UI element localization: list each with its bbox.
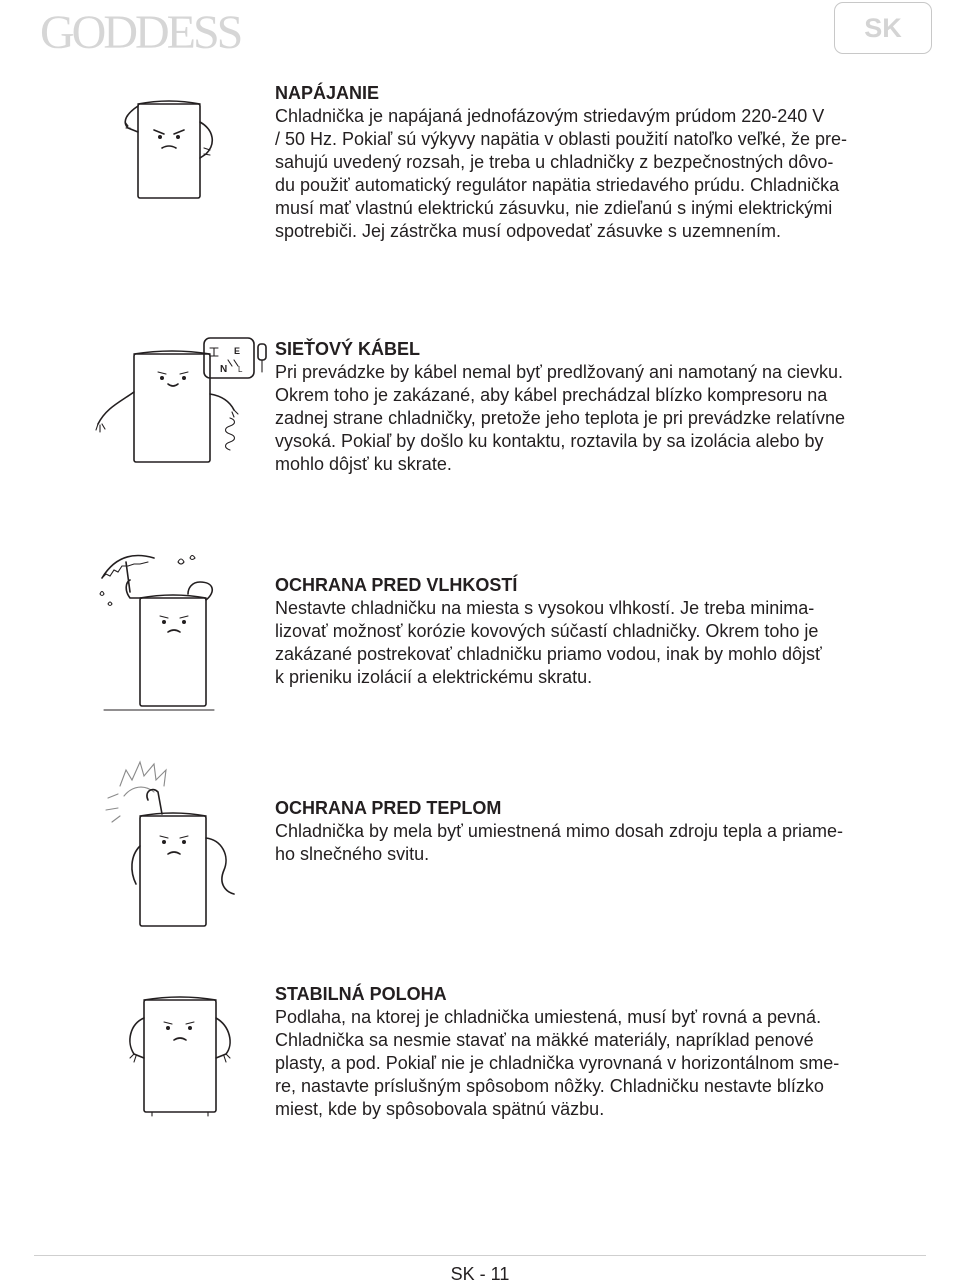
paragraph-line: Chladnička by mela byť umiestnená mimo dosah zdroju tepla a priame- — [275, 821, 844, 841]
footer-divider — [34, 1255, 926, 1256]
section-title: STABILNÁ POLOHA — [275, 984, 447, 1004]
section-power — [275, 82, 915, 243]
page-number: SK - 11 — [450, 1264, 510, 1284]
paragraph-line: plasty, a pod. Pokiaľ nie je chladnička vyrovnaná v horizontálnom sme- — [275, 1053, 840, 1073]
paragraph-line: Okrem toho je zakázané, aby kábel prechádzal blízko kompresoru na — [275, 385, 828, 405]
paragraph-line: miest, kde by spôsobovala spätnú väzbu. — [275, 1099, 605, 1119]
paragraph-line: spotrebiči. Jej zástrčka musí odpovedať zásuvke s uzemnením. — [275, 221, 781, 241]
section-power-cable — [275, 338, 915, 476]
socket-label-e: E — [234, 346, 241, 356]
logo-text: GODDESS — [40, 6, 241, 58]
socket-label-l: L — [238, 365, 243, 374]
goddess-logo-mark — [40, 6, 280, 58]
paragraph-line: zakázané postrekovať chladničku priamo vodou, inak by mohlo dôjsť — [275, 644, 822, 664]
paragraph-line: vysoká. Pokiaľ by došlo ku kontaktu, roztavila by sa izolácia alebo by — [275, 431, 824, 451]
section-stable-position — [275, 983, 915, 1121]
paragraph-line: Chladnička je napájaná jednofázovým striedavým prúdom 220-240 V — [275, 106, 825, 126]
section-title: SIEŤOVÝ KÁBEL — [275, 339, 421, 359]
paragraph-line: / 50 Hz. Pokiaľ sú výkyvy napätia v oblasti použití natoľko veľké, že pre- — [275, 129, 848, 149]
paragraph-line: Chladnička sa nesmie stavať na mäkké materiály, napríklad penové — [275, 1030, 814, 1050]
paragraph-line: ho slnečného svitu. — [275, 844, 430, 864]
paragraph-line: Pri prevádzke by kábel nemal byť predlžovaný ani namotaný na cievku. — [275, 362, 844, 382]
section-title: NAPÁJANIE — [275, 83, 380, 103]
paragraph-line: sahujú uvedený rozsah, je treba u chladničky z bezpečnostných dôvo- — [275, 152, 834, 172]
fridge-stable-illustration — [112, 988, 242, 1123]
paragraph-line: Nestavte chladničku na miesta s vysokou vlhkostí. Je treba minima- — [275, 598, 815, 618]
paragraph-line: zadnej strane chladničky, pretože jeho teplota je pri prevádzke relatívne — [275, 408, 845, 428]
paragraph-line: musí mať vlastnú elektrickú zásuvku, nie zdieľanú s inými elektrickými — [275, 198, 833, 218]
fridge-umbrella-illustration — [96, 542, 226, 717]
section-heat — [275, 797, 915, 866]
language-badge: SK — [834, 2, 932, 54]
paragraph-line: mohlo dôjsť ku skrate. — [275, 454, 452, 474]
paragraph-line: Podlaha, na ktorej je chladnička umiestená, musí byť rovná a pevná. — [275, 1007, 822, 1027]
brand-logo — [40, 6, 280, 56]
section-humidity — [275, 574, 915, 689]
section-title: OCHRANA PRED VLHKOSTÍ — [275, 575, 518, 595]
paragraph-line: k prieniku izolácií a elektrickému skratu. — [275, 667, 593, 687]
fridge-heat-illustration — [100, 756, 240, 936]
angry-fridge-illustration — [118, 92, 228, 207]
paragraph-line: du použiť automatický regulátor napätia striedavého prúdu. Chladnička — [275, 175, 840, 195]
section-title: OCHRANA PRED TEPLOM — [275, 798, 502, 818]
socket-label-n: N — [220, 364, 228, 375]
paragraph-line: re, nastavte príslušným spôsobom nôžky. Chladničku nestavte blízko — [275, 1076, 824, 1096]
paragraph-line: lizovať možnosť korózie kovových súčastí chladničky. Okrem toho je — [275, 621, 819, 641]
fridge-socket-illustration — [92, 332, 272, 472]
